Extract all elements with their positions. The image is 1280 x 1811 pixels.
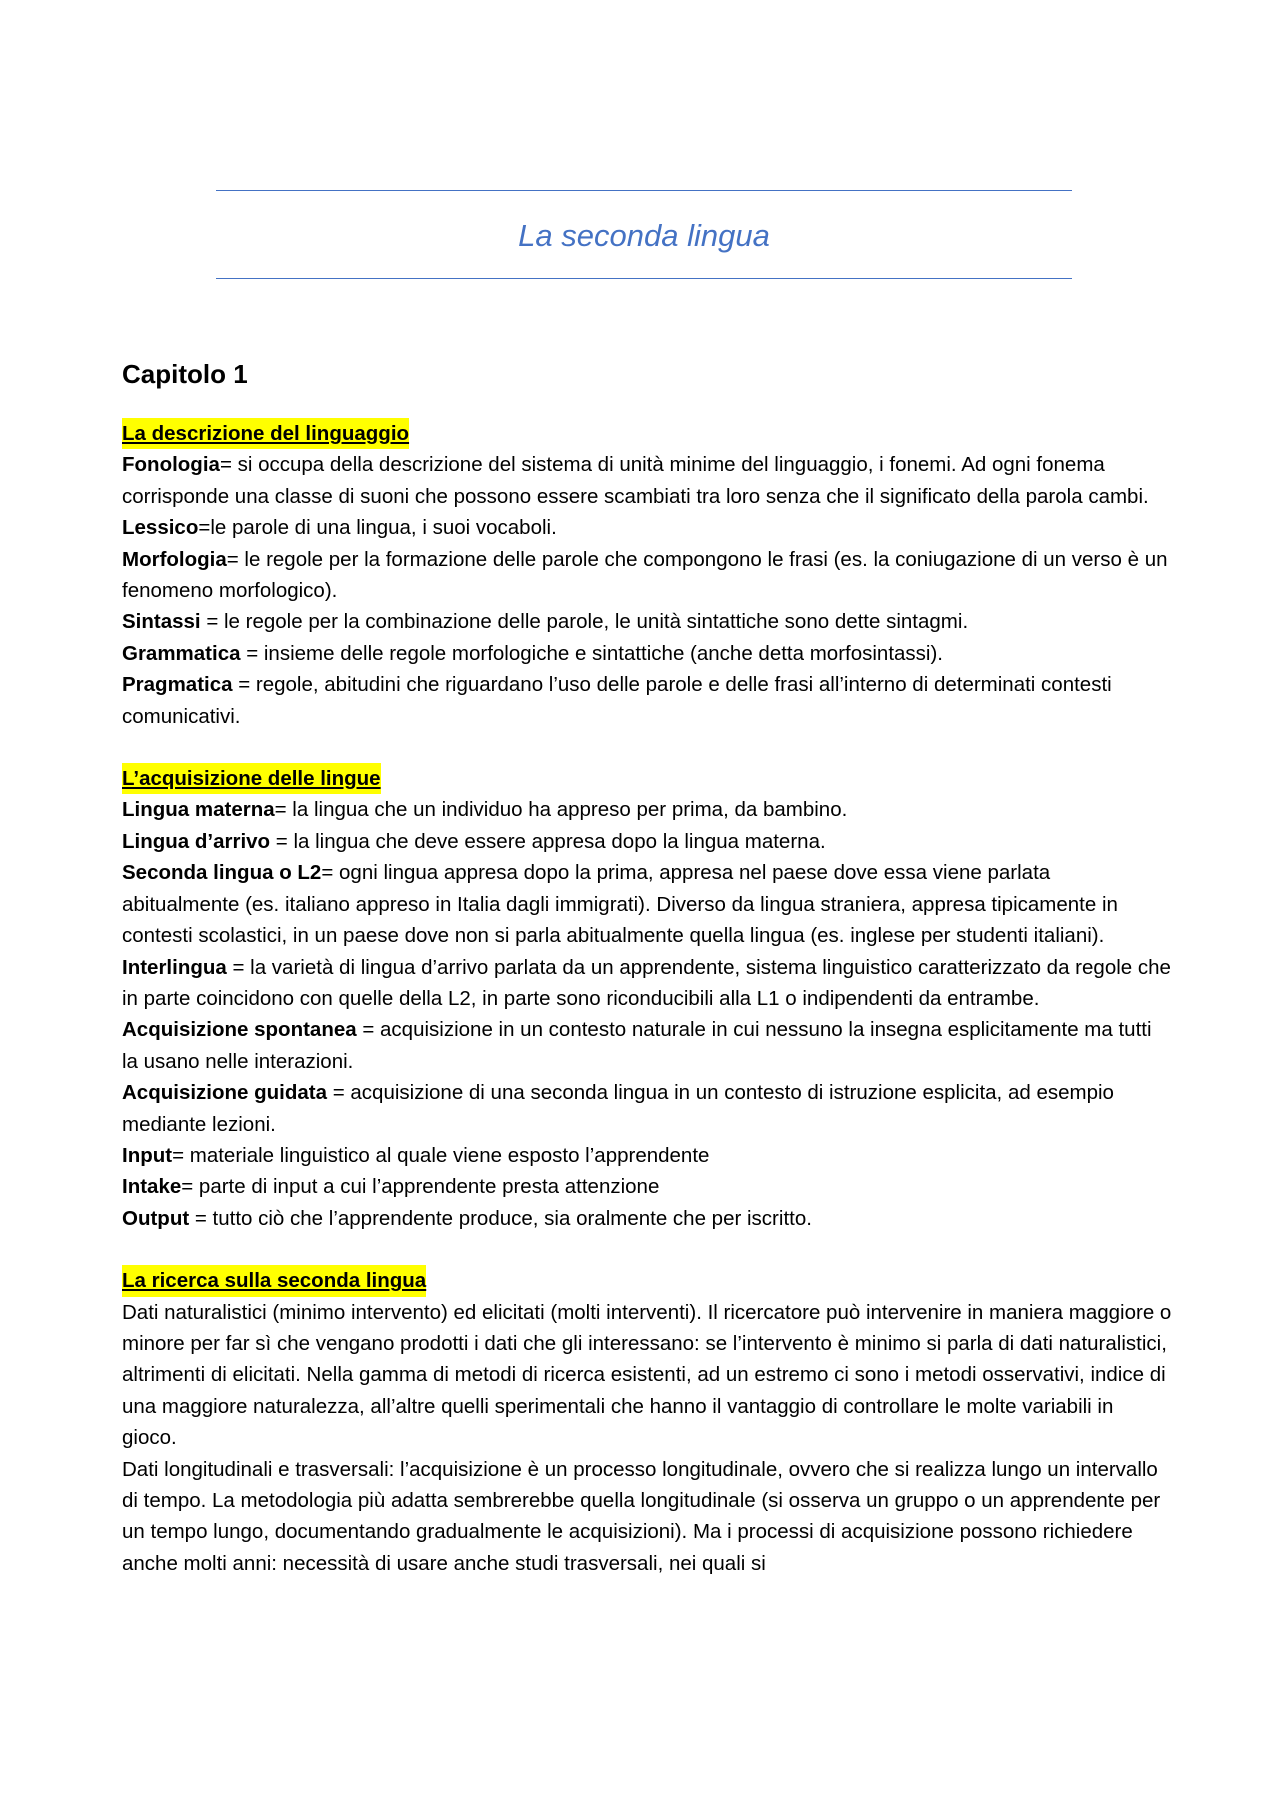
- term: Interlingua: [122, 955, 227, 979]
- section-acquisizione: [122, 763, 1172, 1234]
- section-heading: La descrizione del linguaggio: [122, 418, 409, 449]
- term: Lessico: [122, 516, 199, 540]
- paragraph: [122, 1454, 1172, 1580]
- term: Acquisizione spontanea: [122, 1018, 357, 1042]
- definition: = si occupa della descrizione del sistema di unità minime del linguaggio, i fonemi. Ad ogni fonema corrisponde una classe di suoni che possono essere scambiati tra loro senza che il significato della parola cambi.: [122, 453, 1149, 508]
- definition: =le parole di una lingua, i suoi vocaboli.: [198, 516, 557, 540]
- term: Seconda lingua o L2: [122, 861, 322, 885]
- definition: = tutto ciò che l’apprendente produce, sia oralmente che per iscritto.: [189, 1206, 812, 1230]
- definition: = regole, abitudini che riguardano l’uso delle parole e delle frasi all’interno di determinati contesti comunicativi.: [122, 673, 1112, 728]
- document-body: [122, 354, 1172, 1610]
- title-block: [216, 190, 1072, 280]
- term: Output: [122, 1206, 190, 1230]
- paragraph: [122, 669, 1172, 732]
- section-heading: La ricerca sulla seconda lingua: [122, 1265, 426, 1296]
- term: Morfologia: [122, 547, 227, 571]
- definition: = le regole per la combinazione delle parole, le unità sintattiche sono dette sintagmi.: [200, 610, 969, 634]
- definition: = insieme delle regole morfologiche e sintattiche (anche detta morfosintassi).: [240, 641, 944, 665]
- definition: = la lingua che deve essere appresa dopo la lingua materna.: [270, 829, 826, 853]
- term: Grammatica: [122, 641, 241, 665]
- paragraph: [122, 1171, 1172, 1202]
- paragraph: [122, 606, 1172, 637]
- paragraph: [122, 857, 1172, 951]
- title-rule-top: [216, 190, 1072, 191]
- paragraph: [122, 1014, 1172, 1077]
- paragraph: [122, 1203, 1172, 1234]
- term: Acquisizione guidata: [122, 1081, 328, 1105]
- paragraph: [122, 449, 1172, 512]
- term: Intake: [122, 1175, 182, 1199]
- definition: = acquisizione di una seconda lingua in un contesto di istruzione esplicita, ad esempio mediante lezioni.: [122, 1081, 1114, 1136]
- definition: = la lingua che un individuo ha appreso per prima, da bambino.: [274, 798, 848, 822]
- paragraph: [122, 638, 1172, 669]
- paragraph: [122, 1297, 1172, 1454]
- section-heading: L’acquisizione delle lingue: [122, 763, 381, 794]
- paragraph: [122, 794, 1172, 825]
- paragraph: [122, 512, 1172, 543]
- section-ricerca: [122, 1265, 1172, 1579]
- paragraph: [122, 952, 1172, 1015]
- definition: = parte di input a cui l’apprendente presta attenzione: [181, 1175, 660, 1199]
- definition: = le regole per la formazione delle parole che compongono le frasi (es. la coniugazione di un verso è un fenomeno morfologico).: [122, 547, 1168, 603]
- definition: = ogni lingua appresa dopo la prima, appresa nel paese dove essa viene parlata abitualmente (es. italiano appreso in Italia dagli immigrati). Diverso da lingua straniera, appresa tipicamente in contesti scolastici, in un paese dove non si parla abitualmente quella lingua (es. inglese per studenti italiani).: [122, 861, 1118, 948]
- definition: = materiale linguistico al quale viene esposto l’apprendente: [172, 1143, 710, 1167]
- paragraph: [122, 1077, 1172, 1140]
- section-descrizione: [122, 418, 1172, 732]
- term: Fonologia: [122, 453, 220, 477]
- document-title: La seconda lingua: [518, 218, 770, 253]
- chapter-heading: Capitolo 1: [122, 359, 248, 389]
- term: Pragmatica: [122, 673, 233, 697]
- title-rule-bottom: [216, 278, 1072, 279]
- paragraph-text: Dati longitudinali e trasversali: l’acquisizione è un processo longitudinale, ovvero che si realizza lungo un intervallo di tempo. La metodologia più adatta sembrerebbe quella longitudinale (si osserva un gruppo o un apprendente per un tempo lungo, documentando gradualmente le acquisizioni). Ma i processi di acquisizione possono richiedere anche molti anni: necessità di usare anche studi trasversali, nei quali si: [122, 1457, 1161, 1575]
- paragraph-text: Dati naturalistici (minimo intervento) ed elicitati (molti interventi). Il ricercatore può intervenire in maniera maggiore o minore per far sì che vengano prodotti i dati che gli interessano: se l’intervento è minimo si parla di dati naturalistici, altrimenti di elicitati. Nella gamma di metodi di ricerca esistenti, ad un estremo ci sono i metodi osservativi, indice di una maggiore naturalezza, all’altre quelli sperimentali che hanno il vantaggio di controllare le molte variabili in gioco.: [122, 1300, 1172, 1450]
- definition: = acquisizione in un contesto naturale in cui nessuno la insegna esplicitamente ma tutti la usano nelle interazioni.: [122, 1018, 1152, 1073]
- term: Input: [122, 1143, 173, 1167]
- paragraph: [122, 544, 1172, 607]
- definition: = la varietà di lingua d’arrivo parlata da un apprendente, sistema linguistico caratterizzato da regole che in parte coincidono con quelle della L2, in parte sono riconducibili alla L1 o indipendenti da entrambe.: [122, 955, 1171, 1010]
- paragraph: [122, 826, 1172, 857]
- term: Sintassi: [122, 610, 201, 634]
- paragraph: [122, 1140, 1172, 1171]
- term: Lingua d’arrivo: [122, 829, 271, 853]
- term: Lingua materna: [122, 798, 275, 822]
